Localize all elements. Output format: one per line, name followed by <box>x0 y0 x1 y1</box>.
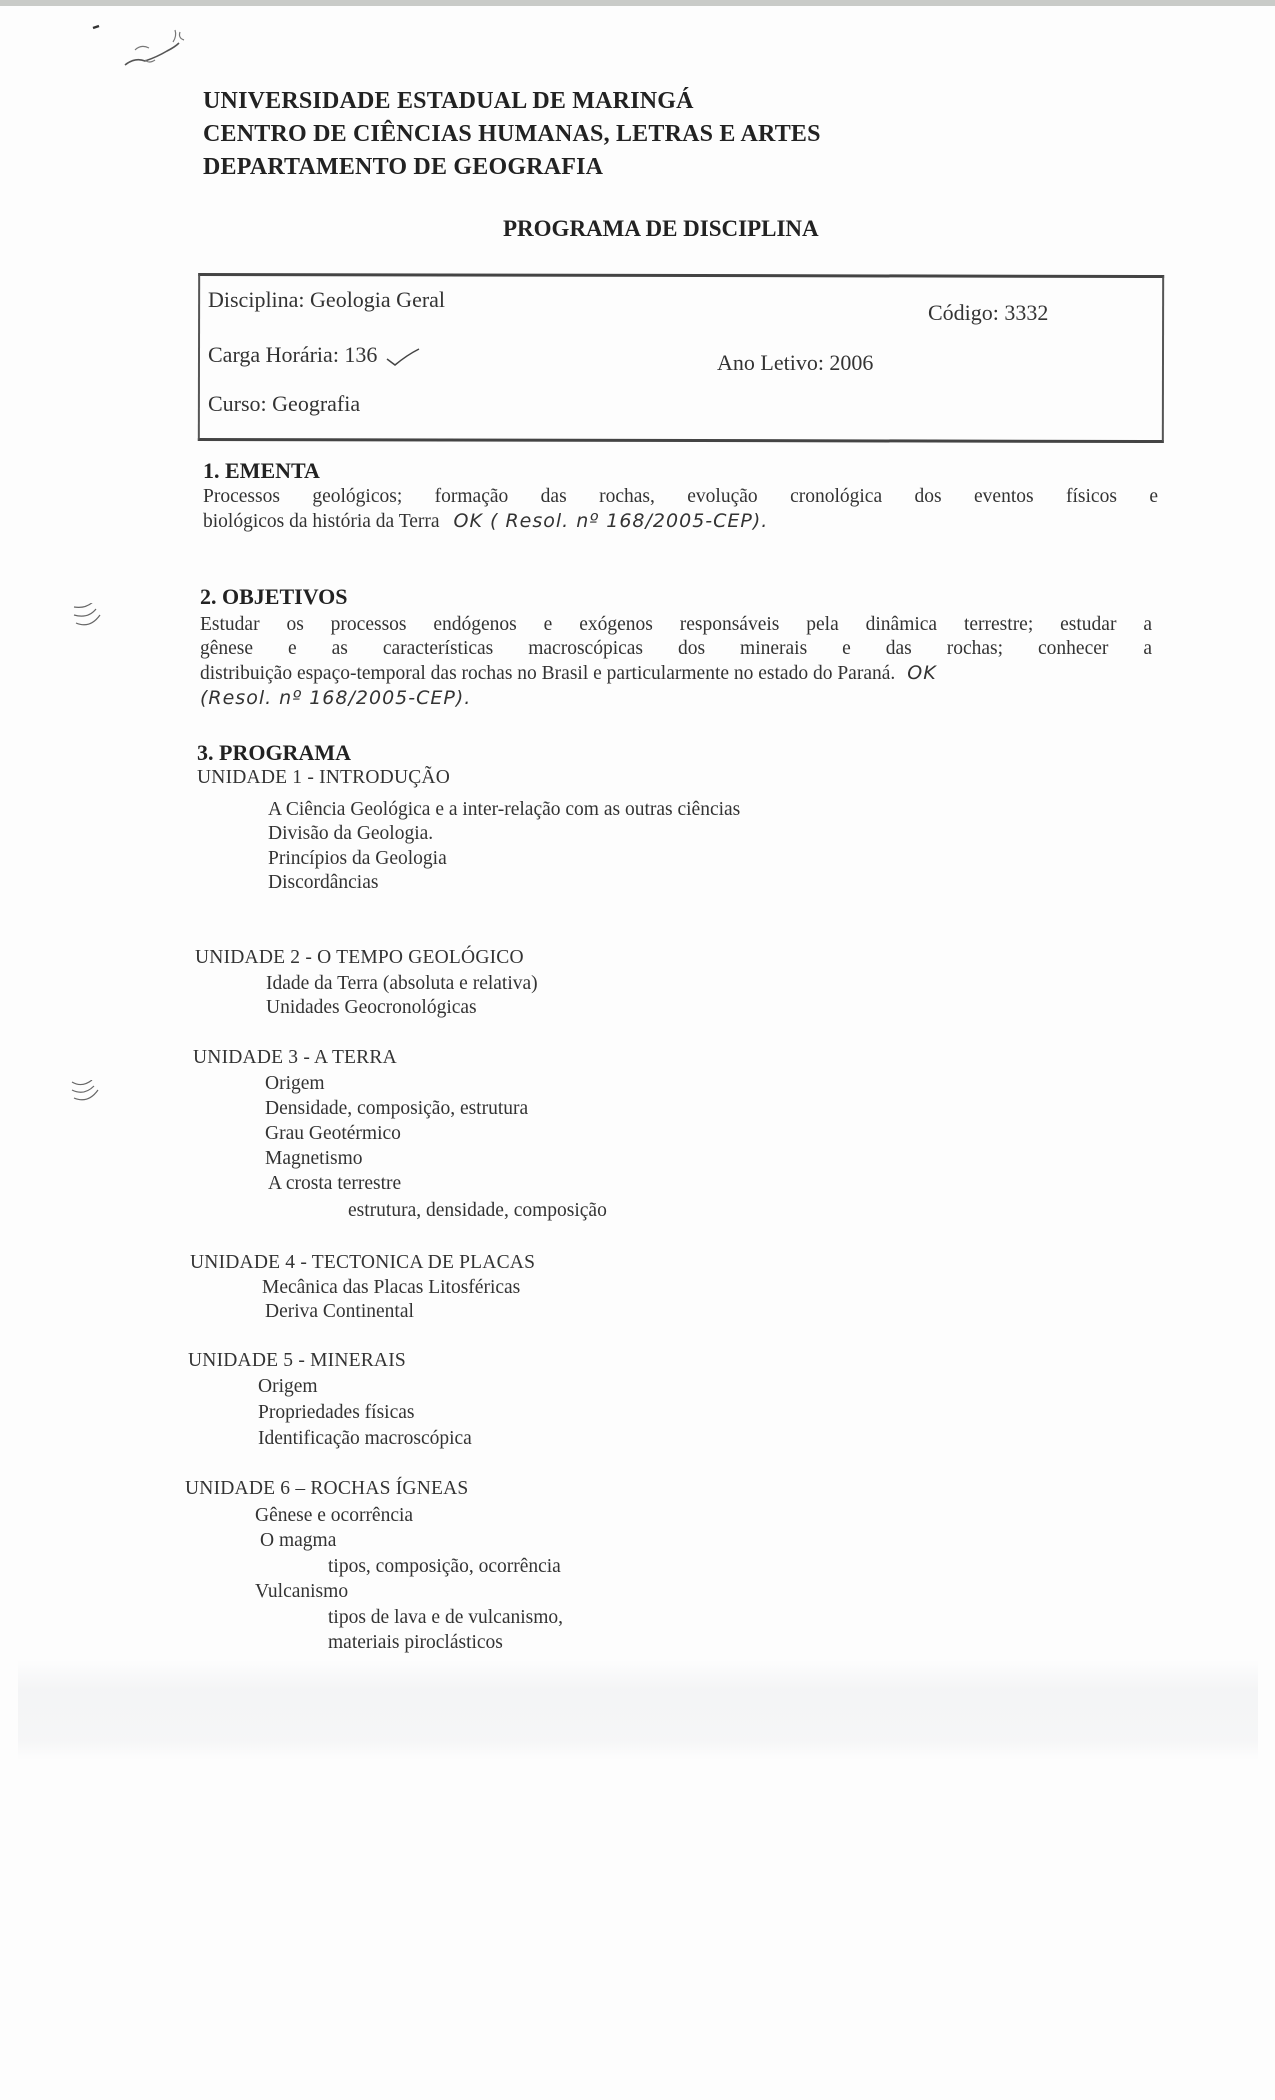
handwritten-scribble-icon <box>85 20 195 70</box>
section-heading-ementa: 1. EMENTA <box>203 458 320 483</box>
scan-shading-artifact <box>18 1660 1258 1760</box>
unit-item: Densidade, composição, estrutura <box>265 1098 529 1119</box>
unit-item: Divisão da Geologia. <box>268 823 434 844</box>
objetivos-line: gênese e as características macroscópicas dos minerais e das rochas; conhecer a <box>200 638 1152 659</box>
unit-item: Gênese e ocorrência <box>255 1505 414 1526</box>
unit-item: Deriva Continental <box>265 1301 414 1322</box>
unit-item: Mecânica das Placas Litosféricas <box>262 1277 521 1298</box>
ementa-line-last <box>203 510 768 533</box>
unit-subitem: tipos, composição, ocorrência <box>328 1556 561 1577</box>
unit-item: Identificação macroscópica <box>258 1428 472 1449</box>
academic-year-field: Ano Letivo: 2006 <box>717 350 874 375</box>
unit-item: Unidades Geocronológicas <box>266 997 477 1018</box>
document-title: PROGRAMA DE DISCIPLINA <box>503 216 819 241</box>
unit-item: Idade da Terra (absoluta e relativa) <box>266 973 538 994</box>
handwritten-ok: OK <box>907 662 937 684</box>
unit-2-title: UNIDADE 2 - O TEMPO GEOLÓGICO <box>195 947 524 968</box>
unit-1-title: UNIDADE 1 - INTRODUÇÃO <box>197 767 450 788</box>
center-name: CENTRO DE CIÊNCIAS HUMANAS, LETRAS E ARTES <box>203 121 821 147</box>
ementa-line: Processos geológicos; formação das rochas, evolução cronológica dos eventos físicos e <box>203 486 1158 507</box>
code-field: Código: 3332 <box>928 300 1049 325</box>
handwritten-approval-note: OK ( Resol. nº 168/2005-CEP). <box>453 510 769 532</box>
margin-tick-icon <box>72 603 112 633</box>
unit-item: Origem <box>265 1073 325 1094</box>
unit-item: Princípios da Geologia <box>268 848 447 869</box>
university-name: UNIVERSIDADE ESTADUAL DE MARINGÁ <box>203 88 694 114</box>
unit-item: Origem <box>258 1376 318 1397</box>
objetivos-line: distribuição espaço-temporal das rochas no Brasil e particularmente no estado do Paraná. <box>200 663 896 684</box>
unit-subitem: tipos de lava e de vulcanismo, <box>328 1607 564 1628</box>
discipline-field: Disciplina: Geologia Geral <box>208 287 446 312</box>
course-field: Curso: Geografia <box>208 391 361 416</box>
section-heading-programa: 3. PROGRAMA <box>197 740 351 765</box>
margin-tick-icon <box>70 1080 110 1110</box>
unit-5-title: UNIDADE 5 - MINERAIS <box>188 1350 406 1371</box>
objetivos-line: Estudar os processos endógenos e exógenos responsáveis pela dinâmica terrestre; estudar a <box>200 614 1152 635</box>
handwritten-approval-note: (Resol. nº 168/2005-CEP). <box>200 687 472 709</box>
unit-item: A crosta terrestre <box>268 1173 402 1194</box>
unit-item: A Ciência Geológica e a inter-relação com as outras ciências <box>268 799 741 820</box>
ementa-line: biológicos da história da Terra <box>203 511 440 532</box>
workload-value: Carga Horária: 136 <box>208 342 378 367</box>
scan-top-edge <box>0 0 1275 6</box>
handwritten-check-icon <box>385 347 425 367</box>
objetivos-line-last <box>200 662 937 685</box>
unit-item: Magnetismo <box>265 1148 363 1169</box>
unit-3-title: UNIDADE 3 - A TERRA <box>193 1047 397 1068</box>
unit-item: Discordâncias <box>268 872 379 893</box>
unit-subitem: materiais piroclásticos <box>328 1632 503 1653</box>
section-heading-objetivos: 2. OBJETIVOS <box>200 584 348 609</box>
workload-field <box>208 342 425 368</box>
unit-item: Grau Geotérmico <box>265 1123 401 1144</box>
unit-4-title: UNIDADE 4 - TECTONICA DE PLACAS <box>190 1252 536 1273</box>
unit-item: O magma <box>260 1530 337 1551</box>
department-name: DEPARTAMENTO DE GEOGRAFIA <box>203 154 604 180</box>
unit-subitem: estrutura, densidade, composição <box>348 1200 607 1221</box>
unit-6-title: UNIDADE 6 – ROCHAS ÍGNEAS <box>185 1478 469 1499</box>
unit-item: Propriedades físicas <box>258 1402 415 1423</box>
unit-item: Vulcanismo <box>255 1581 349 1602</box>
